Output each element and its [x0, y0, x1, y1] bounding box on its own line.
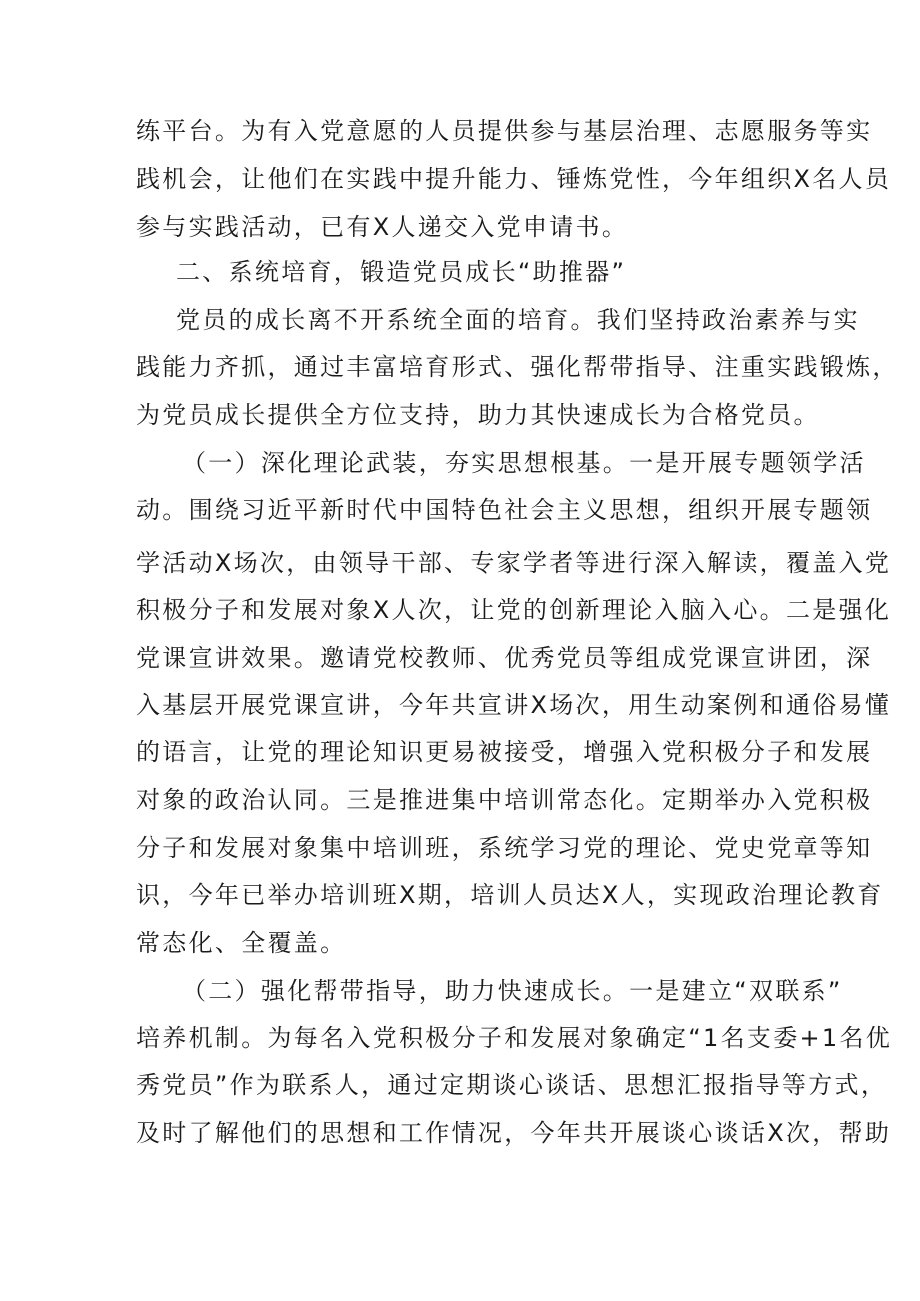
text-line: 践机会，让他们在实践中提升能力、锤炼党性，今年组织X名人员 [136, 165, 892, 193]
text-line: 动。围绕习近平新时代中国特色社会主义思想，组织开展专题领 [136, 496, 873, 524]
text-line: 及时了解他们的思想和工作情况，今年共开展谈心谈话X次，帮助 [136, 1119, 892, 1147]
section-heading: 二、系统培育，锻造党员成长“助推器” [176, 258, 627, 286]
subsection-line: （一）深化理论武装，夯实思想根基。一是开展专题领学活 [182, 449, 866, 477]
text-line: 识，今年已举办培训班X期，培训人员达X人，实现政治理论教育 [136, 881, 884, 909]
text-line: 学活动X场次，由领导干部、专家学者等进行深入解读，覆盖入党 [136, 549, 892, 577]
text-line: 入基层开展党课宣讲，今年共宣讲X场次，用生动案例和通俗易懂 [136, 691, 892, 719]
text-line: 践能力齐抓，通过丰富培育形式、强化帮带指导、注重实践锻炼， [136, 353, 899, 381]
text-line: 常态化、全覆盖。 [136, 929, 347, 957]
text-line: 练平台。为有入党意愿的人员提供参与基层治理、志愿服务等实 [136, 117, 873, 145]
text-line: 秀党员”作为联系人，通过定期谈心谈话、思想汇报指导等方式， [136, 1071, 888, 1099]
text-line: 的语言，让党的理论知识更易被接受，增强入党积极分子和发展 [136, 738, 873, 766]
text-line: 党课宣讲效果。邀请党校教师、优秀党员等组成党课宣讲团，深 [136, 644, 873, 672]
text-line: 为党员成长提供全方位支持，助力其快速成长为合格党员。 [136, 401, 820, 429]
text-line: 参与实践活动，已有X人递交入党申请书。 [136, 213, 629, 241]
text-line: 党员的成长离不开系统全面的培育。我们坚持政治素养与实 [176, 306, 860, 334]
text-line: 积极分子和发展对象X人次，让党的创新理论入脑入心。二是强化 [136, 596, 892, 624]
subsection-line: （二）强化帮带指导，助力快速成长。一是建立“双联系” [182, 977, 843, 1005]
text-line: 培养机制。为每名入党积极分子和发展对象确定“1名支委+1名优 [136, 1024, 893, 1052]
text-line: 分子和发展对象集中培训班，系统学习党的理论、党史党章等知 [136, 834, 873, 862]
text-line: 对象的政治认同。三是推进集中培训常态化。定期举办入党积极 [136, 786, 873, 814]
